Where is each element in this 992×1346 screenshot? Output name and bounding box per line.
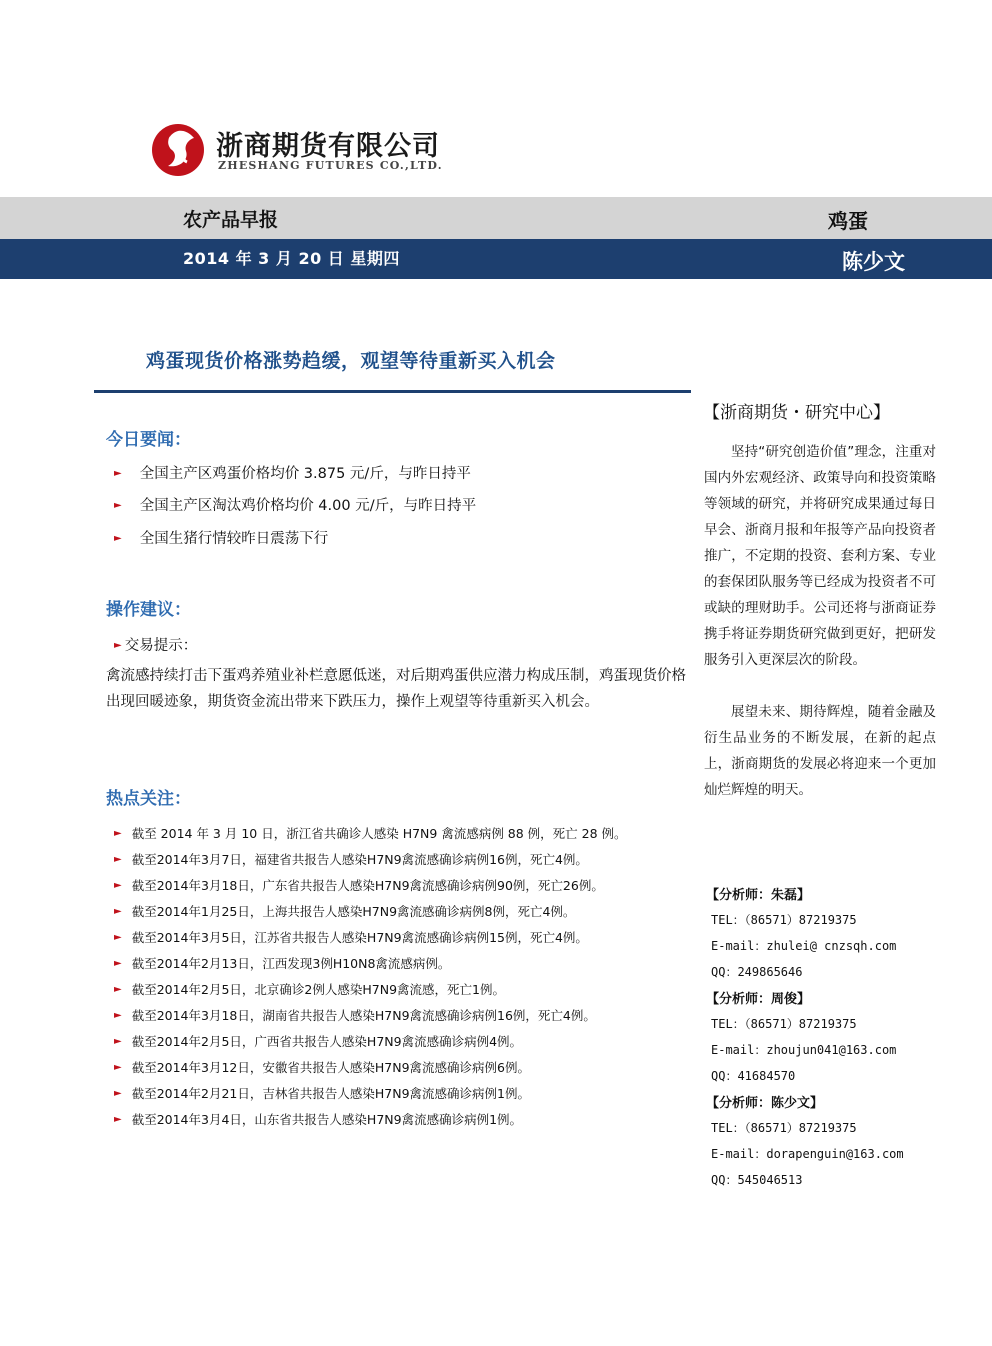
analyst-heading: 【分析师：朱磊】 <box>706 888 811 903</box>
report-type: 农产品早报 <box>183 209 279 231</box>
analyst-tel: TEL：（86571）87219375 <box>711 913 857 927</box>
bullet-arrow-icon: ► <box>114 854 122 865</box>
company-name-cn: 浙商期货有限公司 <box>216 131 440 162</box>
analyst-qq: QQ：545046513 <box>711 1173 803 1187</box>
hot-item: ► 截至2014年2月13日，江西发现3例H10N8禽流感病例。 <box>114 956 451 971</box>
news-item: ► 全国主产区淘汰鸡价格均价 4.00 元/斤，与昨日持平 <box>114 498 477 514</box>
trade-tip-label: ► 交易提示： <box>114 638 198 654</box>
bullet-arrow-icon: ► <box>114 906 122 917</box>
headline-divider <box>94 390 691 393</box>
analyst-heading: 【分析师：陈少文】 <box>706 1096 824 1111</box>
hot-item: ► 截至2014年3月5日，江苏省共报告人感染H7N9禽流感确诊病例15例，死亡4例。 <box>114 930 588 945</box>
research-center-intro: 坚持“研究创造价值”理念，注重对国内外宏观经济、政策导向和投资策略等领域的研究，并将研究成果通过每日早会、浙商月报和年报等产品向投资者推广，不定期的投资、套利方案、专业的套保团队服务等已经成为投资者不可或缺的理财助手。公司还将与浙商证券携手将证券期货研究做到更好，把研发服务引入更深层次的阶段。 <box>704 444 936 668</box>
bullet-arrow-icon: ► <box>114 639 122 651</box>
analyst-tel: TEL：（86571）87219375 <box>711 1017 857 1031</box>
bullet-arrow-icon: ► <box>114 1088 122 1099</box>
headline: 鸡蛋现货价格涨势趋缓，观望等待重新买入机会 <box>146 350 556 372</box>
report-author: 陈少文 <box>842 250 905 274</box>
bullet-arrow-icon: ► <box>114 1010 122 1021</box>
news-item: ► 全国主产区鸡蛋价格均价 3.875 元/斤，与昨日持平 <box>114 466 471 482</box>
bullet-arrow-icon: ► <box>114 984 122 995</box>
hot-item: ► 截至2014年2月5日，广西省共报告人感染H7N9禽流感确诊病例4例。 <box>114 1034 523 1049</box>
bullet-arrow-icon: ► <box>114 499 122 511</box>
bullet-arrow-icon: ► <box>114 932 122 943</box>
bullet-arrow-icon: ► <box>114 467 122 479</box>
analyst-email: E-mail：zhoujun041@163.com <box>711 1043 897 1057</box>
analyst-qq: QQ：249865646 <box>711 965 803 979</box>
hot-item: ► 截至2014年3月18日，湖南省共报告人感染H7N9禽流感确诊病例16例，死亡4例。 <box>114 1008 596 1023</box>
bullet-arrow-icon: ► <box>114 1062 122 1073</box>
analyst-heading: 【分析师：周俊】 <box>706 992 811 1007</box>
company-logo-icon <box>150 122 206 178</box>
company-logo <box>150 118 443 182</box>
hot-item: ► 截至2014年1月25日，上海共报告人感染H7N9禽流感确诊病例8例，死亡4例。 <box>114 904 576 919</box>
analyst-email: E-mail：dorapenguin@163.com <box>711 1147 904 1161</box>
analyst-email: E-mail：zhulei@ cnzsqh.com <box>711 939 897 953</box>
bullet-arrow-icon: ► <box>114 828 122 839</box>
hot-item: ► 截至 2014 年 3 月 10 日，浙江省共确诊人感染 H7N9 禽流感病例 88 例，死亡 28 例。 <box>114 826 627 841</box>
news-item: ► 全国生猪行情较昨日震荡下行 <box>114 531 329 547</box>
news-section-title: 今日要闻： <box>106 430 191 450</box>
hot-section-title: 热点关注： <box>106 789 191 809</box>
bullet-arrow-icon: ► <box>114 880 122 891</box>
advice-section-title: 操作建议： <box>106 600 191 620</box>
advice-paragraph: 禽流感持续打击下蛋鸡养殖业补栏意愿低迷，对后期鸡蛋供应潜力构成压制，鸡蛋现货价格出现回暖迹象，期货资金流出带来下跌压力，操作上观望等待重新买入机会。 <box>106 668 686 710</box>
research-center-outlook: 展望未来、期待辉煌，随着金融及衍生品业务的不断发展，在新的起点上，浙商期货的发展必将迎来一个更加灿烂辉煌的明天。 <box>704 704 936 798</box>
analyst-qq: QQ：41684570 <box>711 1069 796 1083</box>
bullet-arrow-icon: ► <box>114 958 122 969</box>
bullet-arrow-icon: ► <box>114 532 122 544</box>
bullet-arrow-icon: ► <box>114 1114 122 1125</box>
hot-item: ► 截至2014年2月5日，北京确诊2例人感染H7N9禽流感，死亡1例。 <box>114 982 505 997</box>
hot-item: ► 截至2014年3月4日，山东省共报告人感染H7N9禽流感确诊病例1例。 <box>114 1112 523 1127</box>
company-name-en: ZHESHANG FUTURES CO.,LTD. <box>218 159 443 172</box>
commodity-label: 鸡蛋 <box>828 209 868 233</box>
report-date: 2014 年 3 月 20 日 星期四 <box>183 249 400 268</box>
research-center-title: 【浙商期货・研究中心】 <box>703 403 890 423</box>
analyst-tel: TEL：（86571）87219375 <box>711 1121 857 1135</box>
hot-item: ► 截至2014年2月21日，吉林省共报告人感染H7N9禽流感确诊病例1例。 <box>114 1086 530 1101</box>
bullet-arrow-icon: ► <box>114 1036 122 1047</box>
hot-item: ► 截至2014年3月12日，安徽省共报告人感染H7N9禽流感确诊病例6例。 <box>114 1060 530 1075</box>
hot-item: ► 截至2014年3月18日，广东省共报告人感染H7N9禽流感确诊病例90例，死亡26例。 <box>114 878 604 893</box>
hot-item: ► 截至2014年3月7日，福建省共报告人感染H7N9禽流感确诊病例16例，死亡4例。 <box>114 852 588 867</box>
